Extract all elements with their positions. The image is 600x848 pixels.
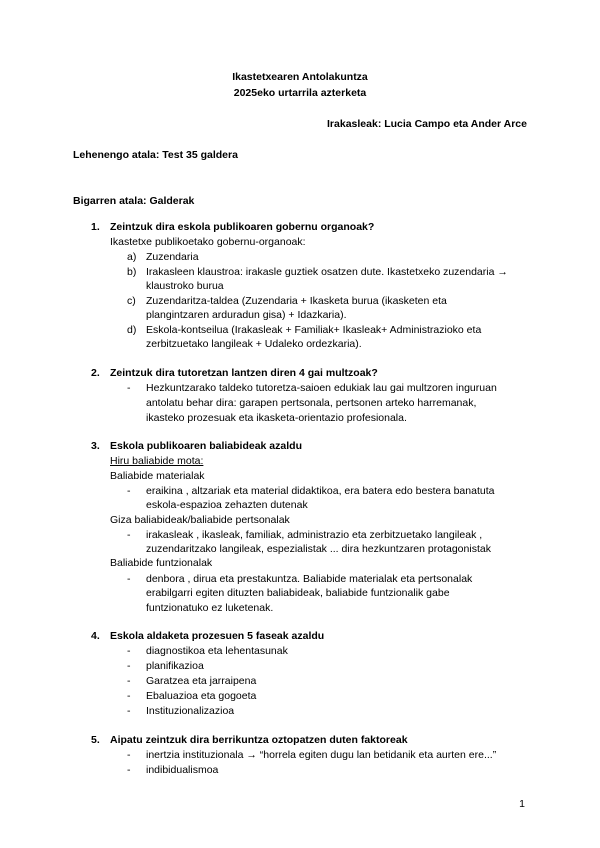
section-2-title: Bigarren atala: Galderak xyxy=(73,195,195,207)
answer-line: funtzionatuko ez luketenak. xyxy=(146,602,274,614)
list-marker: a) xyxy=(127,251,137,263)
answer-line: eskola-espazioa zehazten dutenak xyxy=(146,499,308,511)
answer-line: zuzendaritzako langileak, espezialistak ... dira hezkuntzaren protagonistak xyxy=(146,543,491,555)
question-title: Aipatu zeintzuk dira berrikuntza oztopatzen duten faktoreak xyxy=(110,734,408,746)
factor-item: indibidualismoa xyxy=(146,764,219,776)
answer-line: antolatu behar dira: garapen pertsonala, pertsonen arteko harremanak, xyxy=(146,397,477,409)
question-title: Zeintzuk dira eskola publikoaren gobernu organoak? xyxy=(110,221,375,233)
question-number: 4. xyxy=(91,630,100,642)
bullet-marker: - xyxy=(127,749,131,761)
question-title: Eskola aldaketa prozesuen 5 faseak azaldu xyxy=(110,630,325,642)
document-subtitle: 2025eko urtarrila azterketa xyxy=(233,87,367,99)
resource-group-label: Baliabide funtzionalak xyxy=(110,557,213,569)
page-number: 1 xyxy=(519,798,525,810)
bullet-marker: - xyxy=(127,485,131,497)
question-title: Zeintzuk dira tutoretzan lantzen diren 4 gai multzoak? xyxy=(110,367,378,379)
phase-item: diagnostikoa eta lehentasunak xyxy=(146,645,288,657)
factor-item: inertzia instituzionala → “horrela egiten dugu lan betidanik eta aurten ere...” xyxy=(146,749,497,761)
bullet-marker: - xyxy=(127,690,131,702)
answer-line: irakasleak , ikasleak, familiak, administrazio eta zerbitzuetako langileak , xyxy=(146,529,483,541)
resource-types-heading: Hiru baliabide mota: xyxy=(110,455,204,467)
resource-group-label: Baliabide materialak xyxy=(110,470,205,482)
list-item: Zuzendaria xyxy=(146,251,199,263)
question-title: Eskola publikoaren baliabideak azaldu xyxy=(110,440,302,452)
document-title: Ikastetxearen Antolakuntza xyxy=(232,71,368,83)
phase-item: Garatzea eta jarraipena xyxy=(146,675,257,687)
answer-line: Hezkuntzarako taldeko tutoretza-saioen edukiak lau gai multzoren inguruan xyxy=(146,382,497,394)
bullet-marker: - xyxy=(127,764,131,776)
list-item-continued: klaustroko burua xyxy=(146,280,224,292)
list-item: Eskola-kontseilua (Irakasleak + Familiak+ Ikasleak+ Administrazioko eta xyxy=(146,324,482,336)
bullet-marker: - xyxy=(127,660,131,672)
list-marker: d) xyxy=(127,324,137,336)
bullet-marker: - xyxy=(127,529,131,541)
question-intro: Ikastetxe publikoetako gobernu-organoak: xyxy=(110,236,306,248)
question-number: 3. xyxy=(91,440,100,452)
question-number: 2. xyxy=(91,367,100,379)
question-number: 5. xyxy=(91,734,100,746)
list-marker: c) xyxy=(127,295,136,307)
answer-line: denbora , dirua eta prestakuntza. Baliabide materialak eta pertsonalak xyxy=(146,573,473,585)
phase-item: Ebaluazioa eta gogoeta xyxy=(146,690,257,702)
bullet-marker: - xyxy=(127,645,131,657)
resource-group-label: Giza baliabideak/baliabide pertsonalak xyxy=(110,514,290,526)
list-marker: b) xyxy=(127,266,137,278)
answer-line: eraikina , altzariak eta material didaktikoa, era batera edo bestera banatuta xyxy=(146,485,495,497)
bullet-marker: - xyxy=(127,675,131,687)
list-item-continued: zerbitzuetako langileak + Udaleko ordezkaria). xyxy=(146,338,362,350)
phase-item: Instituzionalizazioa xyxy=(146,705,235,717)
answer-line: ikasteko prozesuak eta ikasketa-orientazio profesionala. xyxy=(146,412,407,424)
section-1-title: Lehenengo atala: Test 35 galdera xyxy=(73,149,238,161)
phase-item: planifikazioa xyxy=(146,660,204,672)
question-number: 1. xyxy=(91,221,100,233)
bullet-marker: - xyxy=(127,573,131,585)
teachers-line: Irakasleak: Lucia Campo eta Ander Arce xyxy=(327,118,527,130)
list-item: Irakasleen klaustroa: irakasle guztiek osatzen dute. Ikastetxeko zuzendaria → xyxy=(146,266,508,278)
bullet-marker: - xyxy=(127,705,131,717)
list-item-continued: plangintzaren arduradun gisa) + Idazkaria). xyxy=(146,309,347,321)
list-item: Zuzendaritza-taldea (Zuzendaria + Ikasketa burua (ikasketen eta xyxy=(146,295,447,307)
bullet-marker: - xyxy=(127,382,131,394)
answer-line: erabilgarri egiten dituzten baliabideak, baliabide funtzionalik gabe xyxy=(146,587,450,599)
